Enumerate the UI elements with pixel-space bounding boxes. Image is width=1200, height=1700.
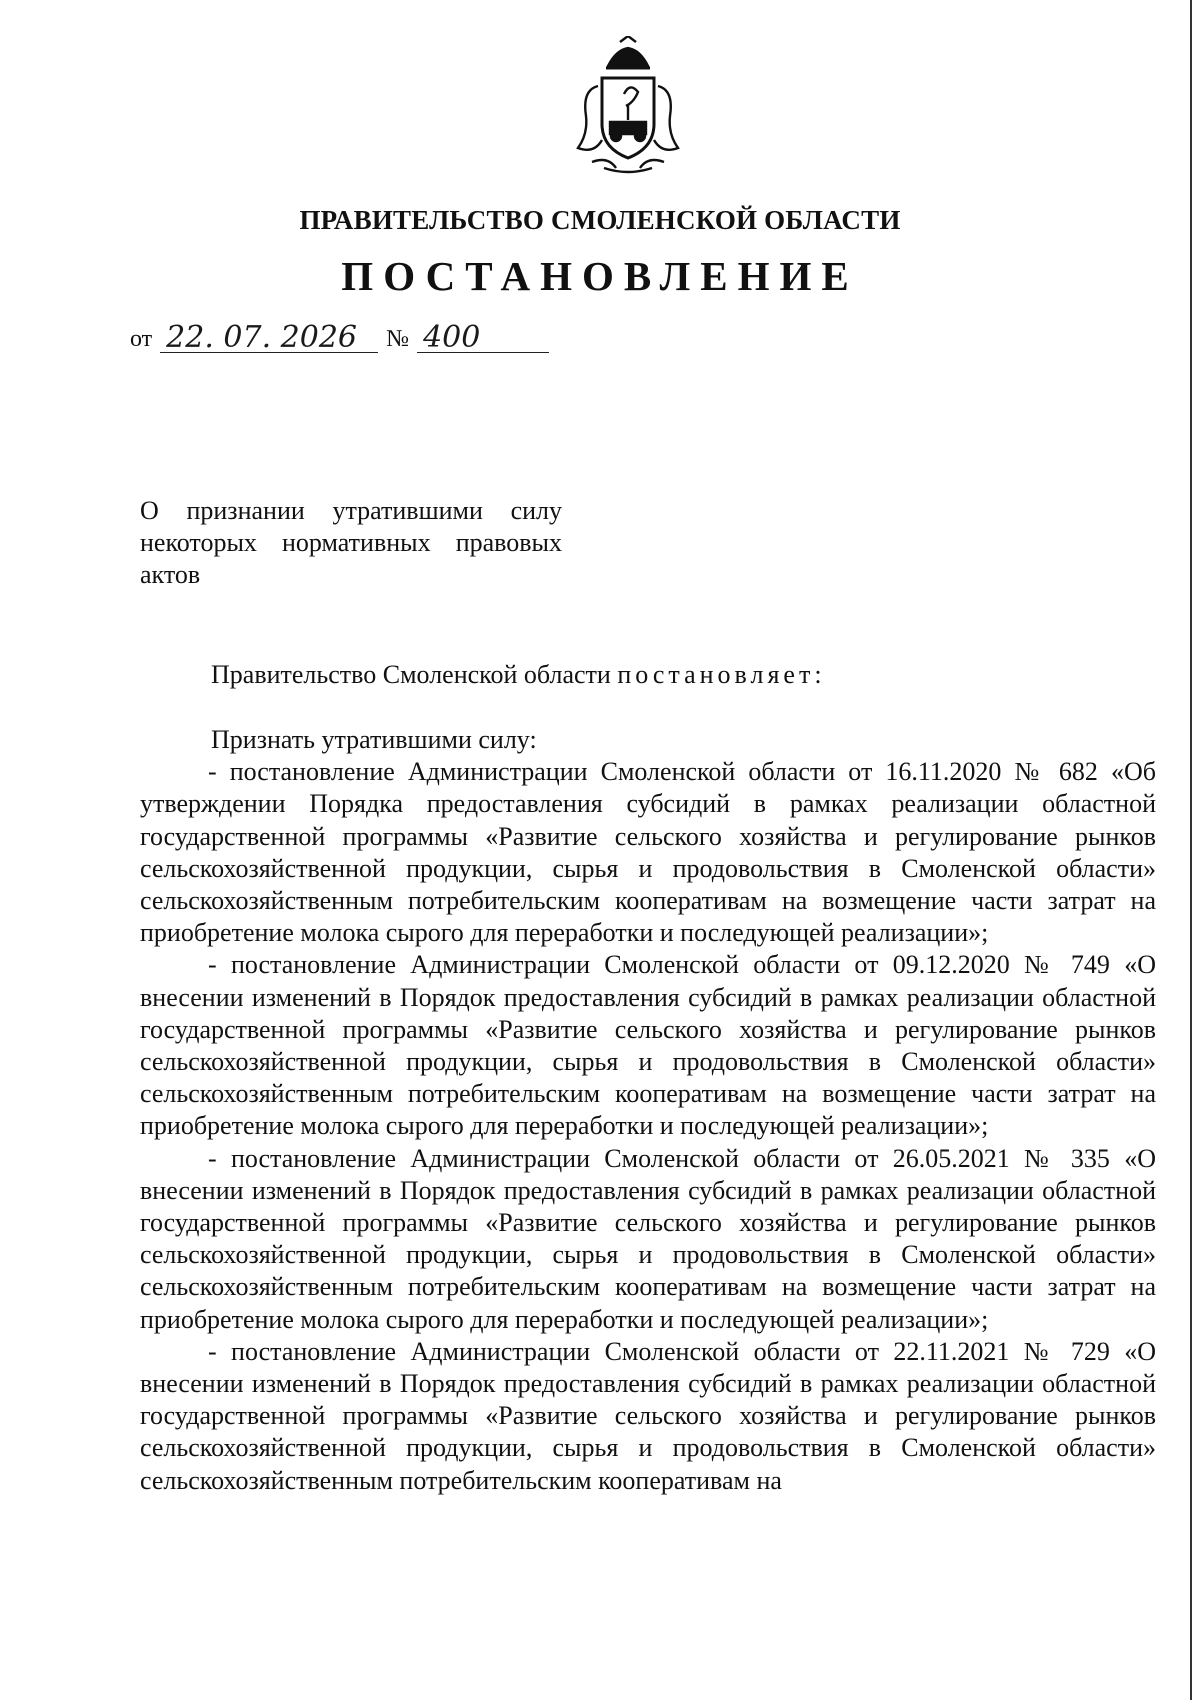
handwritten-number: 400: [417, 324, 549, 353]
number-prefix: №: [386, 326, 410, 352]
date-prefix: от: [130, 326, 153, 352]
preamble-text: Правительство Смоленской области: [211, 660, 618, 689]
preamble-resolves: постановляет:: [617, 660, 826, 689]
repealed-act-item: - постановление Администрации Смоленской области от 16.11.2020 № 682 «Об утверждении Порядка предоставления субсидий в рамках реализации областной государственной программы «Развитие сельского хозяйства и регулирование рынков сельскохозяйственной продукции, сырья и продовольствия в Смоленской области» сельскохозяйственным потребительским кооперативам на возмещение части затрат на приобретение молока сырого для переработки и последующей реализации»;: [140, 757, 1156, 948]
preamble: [211, 660, 826, 690]
smolensk-coat-of-arms-emblem: [568, 36, 688, 176]
government-name: ПРАВИТЕЛЬСТВО СМОЛЕНСКОЙ ОБЛАСТИ: [299, 205, 901, 235]
resolution-body: [140, 724, 1156, 1497]
date-number-line: [130, 320, 549, 355]
repealed-act-item: - постановление Администрации Смоленской области от 22.11.2021 № 729 «О внесении изменений в Порядок предоставления субсидий в рамках реализации областной государственной программы «Развитие сельского хозяйства и регулирование рынков сельскохозяйственной продукции, сырья и продовольствия в Смоленской области» сельскохозяйственным потребительским кооперативам на: [140, 1336, 1156, 1495]
handwritten-date: 22. 07. 2026: [160, 324, 378, 353]
resolution-lead: Признать утратившими силу:: [211, 725, 537, 754]
document-subject: О признании утратившими силу некоторых нормативных правовых актов: [140, 496, 562, 589]
repealed-act-item: - постановление Администрации Смоленской области от 09.12.2020 № 749 «О внесении изменений в Порядок предоставления субсидий в рамках реализации областной государственной программы «Развитие сельского хозяйства и регулирование рынков сельскохозяйственной продукции, сырья и продовольствия в Смоленской области» сельскохозяйственным потребительским кооперативам на возмещение части затрат на приобретение молока сырого для переработки и последующей реализации»;: [140, 950, 1156, 1141]
repealed-act-item: - постановление Администрации Смоленской области от 26.05.2021 № 335 «О внесении изменений в Порядок предоставления субсидий в рамках реализации областной государственной программы «Развитие сельского хозяйства и регулирование рынков сельскохозяйственной продукции, сырья и продовольствия в Смоленской области» сельскохозяйственным потребительским кооперативам на возмещение части затрат на приобретение молока сырого для переработки и последующей реализации»;: [140, 1143, 1156, 1334]
document-type-title: ПОСТАНОВЛЕНИЕ: [341, 253, 859, 299]
